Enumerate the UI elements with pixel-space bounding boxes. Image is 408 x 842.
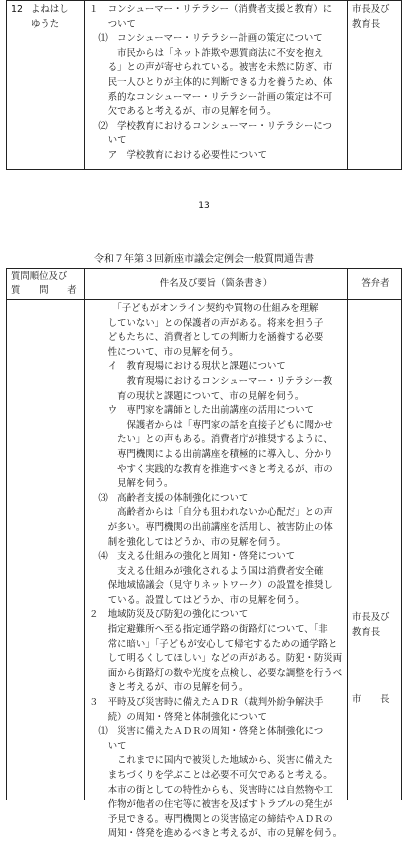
text-line: いて	[89, 135, 127, 147]
text-line: 本市の街としての特性からも、災害時には自然物や工	[89, 784, 333, 796]
text-line: ている。設置してはどうか、市の見解を伺う。	[89, 594, 305, 606]
text-line: 民一人ひとりが主体的に判断できる力を養うため、体	[89, 76, 333, 88]
text-line: 「子どもがオンライン契約や買物の仕組みを理解	[89, 303, 319, 314]
page2-question-body	[89, 302, 342, 842]
text-line: まちづくりを学ぶことは必要不可欠であると考える。	[89, 770, 333, 781]
answerer-item2-line1: 市長及び	[352, 612, 390, 623]
questioner-name-line2: ゆうた	[31, 19, 60, 30]
text-line: 予見できる。専門機関との災害協定の締結やＡＤＲの	[89, 813, 333, 825]
text-line: ウ 専門家を講師とした出前講座の活用について	[89, 405, 314, 417]
text-line: ２ 地域防災及び防犯の強化について	[89, 609, 249, 621]
text-line: 専門機関による出前講座を積極的に導入し、分かり	[89, 448, 333, 460]
page2-table	[6, 268, 402, 840]
page1-table	[6, 0, 402, 170]
questioner-name-line1: よねはし	[31, 4, 69, 15]
answerer-item3: 市 長	[352, 694, 390, 705]
text-line: していない」との保護者の声がある。将来を担う子	[89, 317, 324, 329]
questioner-number: 12	[11, 4, 23, 15]
text-line: たい」との声もある。消費者庁が推奨するように、	[89, 434, 333, 446]
text-line: 市民からは「ネット詐欺や悪質商法に不安を抱え	[89, 47, 324, 59]
text-line: 支える仕組みが強化されるよう国は消費者安全確	[89, 565, 324, 577]
text-line: ⑴ コンシューマー・リテラシー計画の策定について	[89, 33, 323, 45]
text-line: る」との声が寄せられている。被害を未然に防ぎ、市	[89, 62, 333, 74]
text-line: 見解を伺う。	[89, 478, 174, 490]
text-line: して明るくしてほしい」などの声がある。防犯・防災両	[89, 653, 343, 665]
text-line: ⑶ 高齢者支援の体制強化について	[89, 492, 249, 504]
text-line: イ 教育現場における現状と課題について	[89, 361, 286, 373]
text-line: 保地域協議会（見守りネットワーク）の設置を推奨し	[89, 580, 333, 592]
text-line: 高齢者からは「自分も狙われないか心配だ」との声	[89, 507, 333, 519]
text-line: これまでに国内で被災した地域から、災害に備えた	[89, 755, 333, 767]
text-line: ⑵ 学校教育におけるコンシューマー・リテラシーにつ	[89, 120, 332, 132]
text-line: ア 学校教育における必要性について	[89, 149, 267, 161]
text-line: ⑴ 災害に備えたＡＤＲの周知・啓発と体制強化につ	[89, 726, 324, 738]
text-line: ⑷ 支える仕組みの強化と周知・啓発について	[89, 551, 296, 563]
text-line: 保護者からは「専門家の話を直接子どもに聞かせ	[89, 419, 333, 431]
text-line: きと考えるが、市の見解を伺う。	[89, 682, 249, 694]
text-line: 常に暗い」「子どもが安心して帰宅するための通学路と	[89, 638, 338, 650]
text-line: １ コンシューマー・リテラシー（消費者支援と教育）に	[89, 4, 333, 15]
document-title: 令和７年第３回新座市議会定例会一般質問通告書	[94, 254, 314, 265]
text-line: いて	[89, 740, 127, 752]
text-line: どもたちに、消費者としての判断力を涵養する必要	[89, 332, 324, 344]
text-line: 周知・啓発を進めるべきと考えるが、市の見解を伺う。	[89, 828, 343, 840]
header-questioner-line1: 質問順位及び	[11, 271, 68, 282]
text-line: 系的なコンシューマー・リテラシー計画の策定は不可	[89, 91, 333, 103]
text-line: 指定避難所へ至る指定通学路の街路灯について、「非	[89, 624, 328, 636]
text-line: 作物が他者の住宅等に被害を及ぼすトラブルの発生が	[89, 799, 333, 811]
text-line: 教育現場におけるコンシューマー・リテラシー教	[89, 375, 333, 387]
text-line: やすく実践的な教育を推進すべきと考えるが、市の	[89, 463, 333, 475]
page-number: 13	[198, 201, 210, 211]
answerer-line2: 教育長	[352, 19, 381, 30]
answerer-item2-line2: 教育長	[352, 627, 381, 638]
header-content: 件名及び要旨（箇条書き）	[159, 278, 273, 289]
text-line: ついて	[89, 18, 136, 30]
header-answerer: 答弁者	[361, 278, 390, 289]
text-line: 面から街路灯の数や光度を点検し、必要な調整を行うべ	[89, 667, 343, 679]
text-line: 続）の周知・啓発と体制強化について	[89, 711, 267, 723]
page1-question-body	[89, 3, 332, 164]
text-line: 性について、市の見解を伺う。	[89, 346, 239, 358]
text-line: 制を強化してはどうか、市の見解を伺う。	[89, 536, 286, 548]
text-line: 育の現状と課題について、市の見解を伺う。	[89, 390, 305, 402]
text-line: 欠であると考えるが、市の見解を伺う。	[89, 106, 277, 118]
header-questioner-line2: 質 問 者	[11, 285, 77, 296]
text-line: ３ 平時及び災害時に備えたＡＤＲ（裁判外紛争解決手	[89, 697, 324, 709]
text-line: が多い。専門機関の出前講座を活用し、被害防止の体	[89, 521, 333, 533]
answerer-line1: 市長及び	[352, 4, 390, 15]
